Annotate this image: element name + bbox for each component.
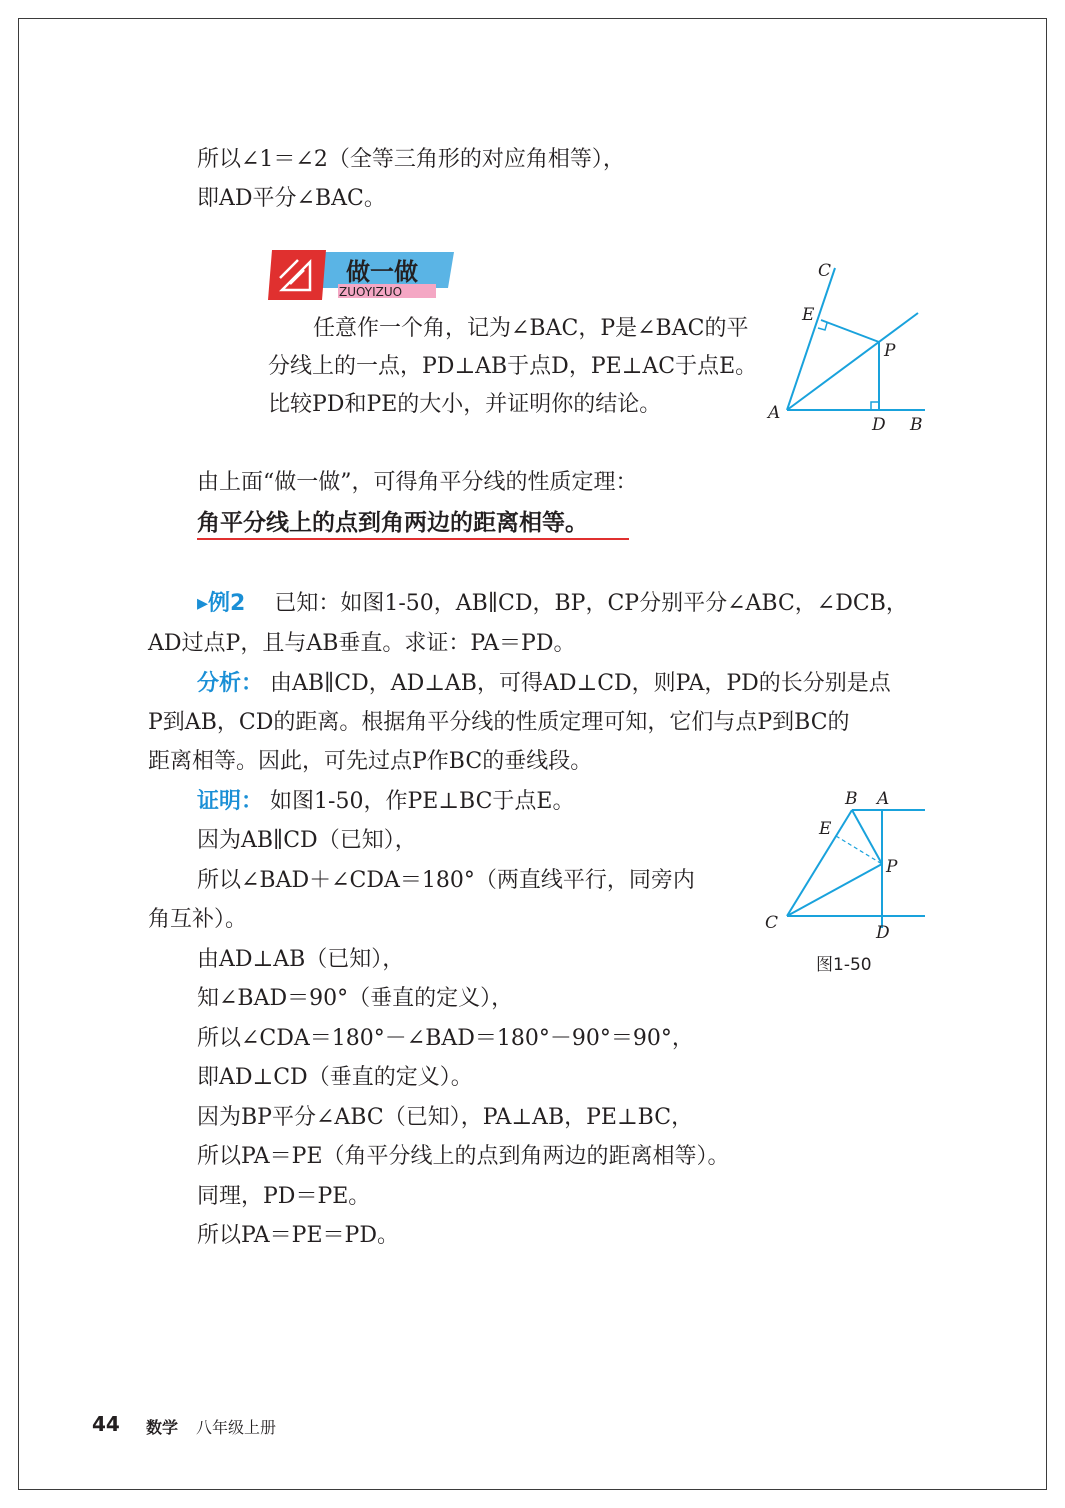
figure-1-50 <box>755 780 935 945</box>
analysis-label: 分析： <box>197 671 264 696</box>
text-line: 角互补）。 <box>148 907 248 932</box>
text-line: 即AD平分∠BAC。 <box>197 186 386 211</box>
segment-CP <box>787 864 882 916</box>
text-line: 任意作一个角，记为∠BAC，P是∠BAC的平 <box>313 316 749 341</box>
activity-subtitle: ZUOYIZUO <box>339 285 403 299</box>
label-A: A <box>768 403 781 423</box>
text-line: 距离相等。因此，可先过点P作BC的垂线段。 <box>148 749 593 774</box>
analysis-line <box>197 669 891 699</box>
text-line: 同理，PD＝PE。 <box>197 1184 371 1209</box>
analysis-text: 由AB∥CD，AD⊥AB，可得AD⊥CD，则PA，PD的长分别是点 <box>270 671 891 696</box>
text-line: 由上面“做一做”，可得角平分线的性质定理： <box>197 470 638 495</box>
activity-title: 做一做 <box>346 258 418 286</box>
example-label: ▸例2 <box>197 591 246 616</box>
text-line: AD过点P，且与AB垂直。求证：PA＝PD。 <box>148 631 576 656</box>
text-line: 即AD⊥CD（垂直的定义）。 <box>197 1065 473 1090</box>
text-line: 所以∠BAD＋∠CDA＝180°（两直线平行，同旁内 <box>197 868 695 893</box>
angle-bisector-figure <box>760 258 940 438</box>
label-E: E <box>802 305 815 325</box>
label-A: A <box>877 789 890 809</box>
example-text: 已知：如图1-50，AB∥CD，BP，CP分别平分∠ABC，∠DCB， <box>274 591 908 616</box>
text-line: 所以PA＝PE（角平分线上的点到角两边的距离相等）。 <box>197 1144 730 1169</box>
label-B: B <box>910 415 923 435</box>
figure-caption: 图1-50 <box>816 955 872 975</box>
text-line: 分线上的一点，PD⊥AB于点D，PE⊥AC于点E。 <box>268 354 758 379</box>
bisector-ray <box>787 313 918 410</box>
text-line: 因为AB∥CD（已知）， <box>197 828 417 853</box>
text-line: 因为BP平分∠ABC（已知），PA⊥AB，PE⊥BC， <box>197 1105 694 1130</box>
text-line: 所以∠CDA＝180°－∠BAD＝180°－90°＝90°， <box>197 1026 694 1051</box>
text-line: 所以PA＝PE＝PD。 <box>197 1223 399 1248</box>
footer-grade: 八年级上册 <box>196 1418 277 1437</box>
footer-subject: 数学 <box>146 1418 179 1437</box>
text-line: 知∠BAD＝90°（垂直的定义）， <box>197 986 514 1011</box>
text-line: 由AD⊥AB（已知）， <box>197 947 405 972</box>
example-line <box>197 589 908 619</box>
proof-text: 如图1-50，作PE⊥BC于点E。 <box>270 789 575 814</box>
text-line: P到AB，CD的距离。根据角平分线的性质定理可知，它们与点P到BC的 <box>148 710 850 735</box>
label-C: C <box>818 261 832 281</box>
page-number: 44 <box>92 1412 120 1436</box>
label-P: P <box>886 857 898 877</box>
text-line: 所以∠1＝∠2（全等三角形的对应角相等）， <box>197 147 625 172</box>
theorem-statement: 角平分线上的点到角两边的距离相等。 <box>197 510 588 536</box>
proof-label: 证明： <box>197 789 264 814</box>
label-P: P <box>884 341 896 361</box>
proof-line <box>197 787 574 817</box>
label-E: E <box>819 819 832 839</box>
label-D: D <box>872 415 886 435</box>
label-B: B <box>845 789 858 809</box>
label-C: C <box>765 913 779 933</box>
ray-AC <box>787 268 835 410</box>
label-D: D <box>876 923 890 943</box>
text-line: 比较PD和PE的大小，并证明你的结论。 <box>268 392 662 417</box>
segment-PE <box>821 320 879 342</box>
theorem-underline <box>197 538 629 540</box>
segment-BP <box>852 810 882 864</box>
